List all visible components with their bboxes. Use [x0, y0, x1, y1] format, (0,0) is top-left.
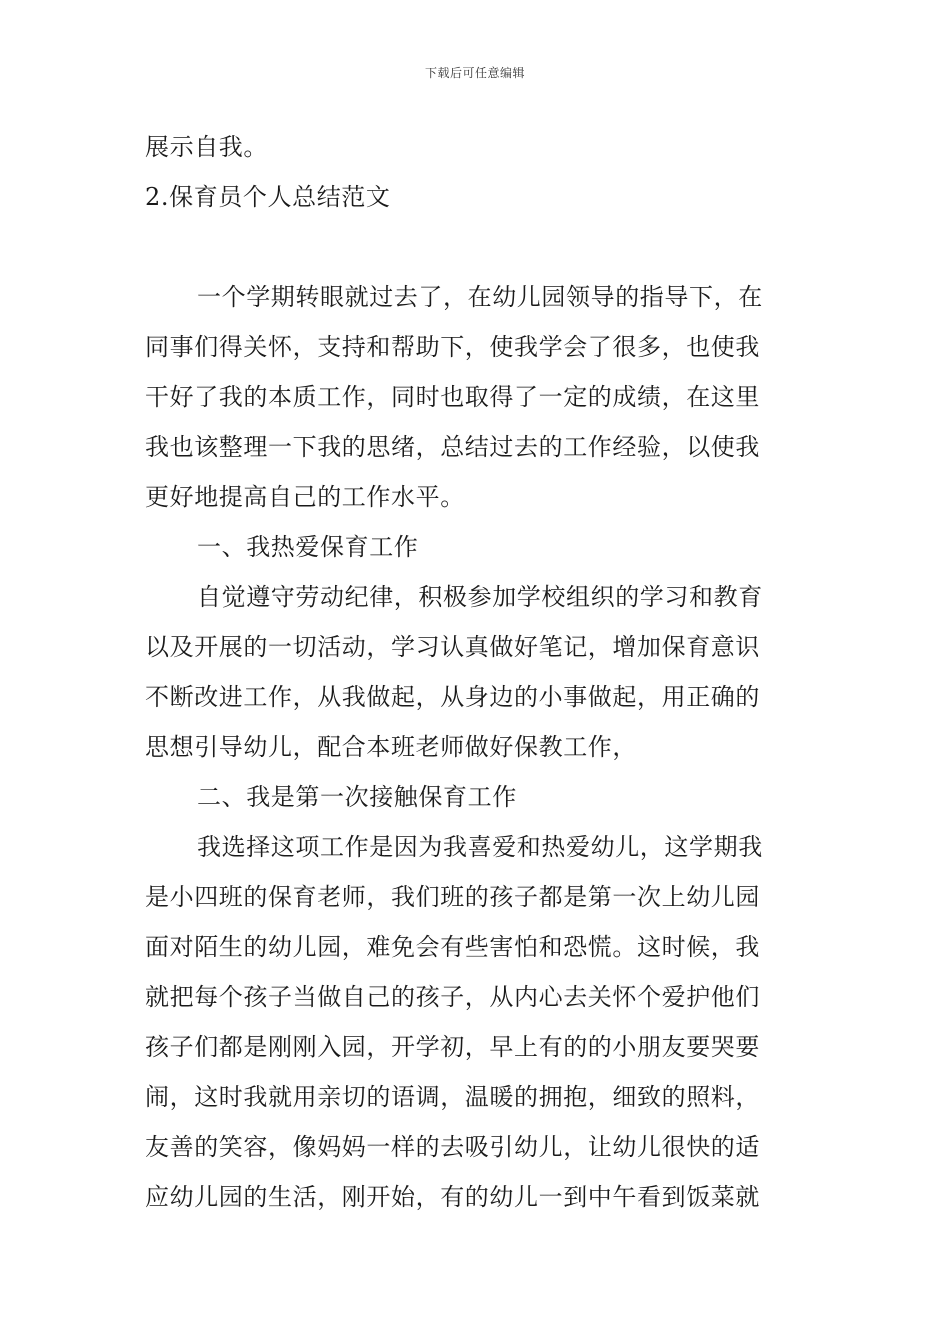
- text-line: 闹，这时我就用亲切的语调，温暖的拥抱，细致的照料，: [145, 1083, 760, 1111]
- document-body: [145, 122, 807, 1222]
- text-line: 不断改进工作，从我做起，从身边的小事做起，用正确的: [145, 683, 760, 711]
- text-line: 我也该整理一下我的思绪，总结过去的工作经验，以使我: [145, 433, 760, 461]
- text-line: 友善的笑容，像妈妈一样的去吸引幼儿，让幼儿很快的适: [145, 1133, 760, 1161]
- text-line: 面对陌生的幼儿园，难免会有些害怕和恐慌。这时候，我: [145, 933, 760, 961]
- text-line: 更好地提高自己的工作水平。: [145, 483, 465, 511]
- text-line: 应幼儿园的生活，刚开始，有的幼儿一到中午看到饭菜就: [145, 1183, 760, 1211]
- paragraph-start: 一个学期转眼就过去了，在幼儿园领导的指导下，在: [197, 283, 763, 311]
- blank-line: [145, 222, 807, 272]
- subsection-heading: 二、我是第一次接触保育工作: [197, 783, 517, 811]
- text-line: 思想引导幼儿，配合本班老师做好保教工作，: [145, 733, 637, 761]
- text-line: 干好了我的本质工作，同时也取得了一定的成绩，在这里: [145, 383, 760, 411]
- page-header: 下载后可任意编辑: [424, 66, 525, 80]
- text-line: 孩子们都是刚刚入园，开学初，早上有的的小朋友要哭要: [145, 1033, 760, 1061]
- section-heading: 2.保育员个人总结范文: [145, 183, 391, 211]
- text-line: 是小四班的保育老师，我们班的孩子都是第一次上幼儿园: [145, 883, 760, 911]
- text-line: 以及开展的一切活动，学习认真做好笔记，增加保育意识: [145, 633, 760, 661]
- text-line: 同事们得关怀，支持和帮助下，使我学会了很多，也使我: [145, 333, 760, 361]
- paragraph-start: 我选择这项工作是因为我喜爱和热爱幼儿，这学期我: [197, 833, 763, 861]
- subsection-heading: 一、我热爱保育工作: [197, 533, 419, 561]
- text-line: 就把每个孩子当做自己的孩子，从内心去关怀个爱护他们: [145, 983, 760, 1011]
- paragraph-start: 自觉遵守劳动纪律，积极参加学校组织的学习和教育: [197, 583, 763, 611]
- text-line: 展示自我。: [145, 133, 268, 161]
